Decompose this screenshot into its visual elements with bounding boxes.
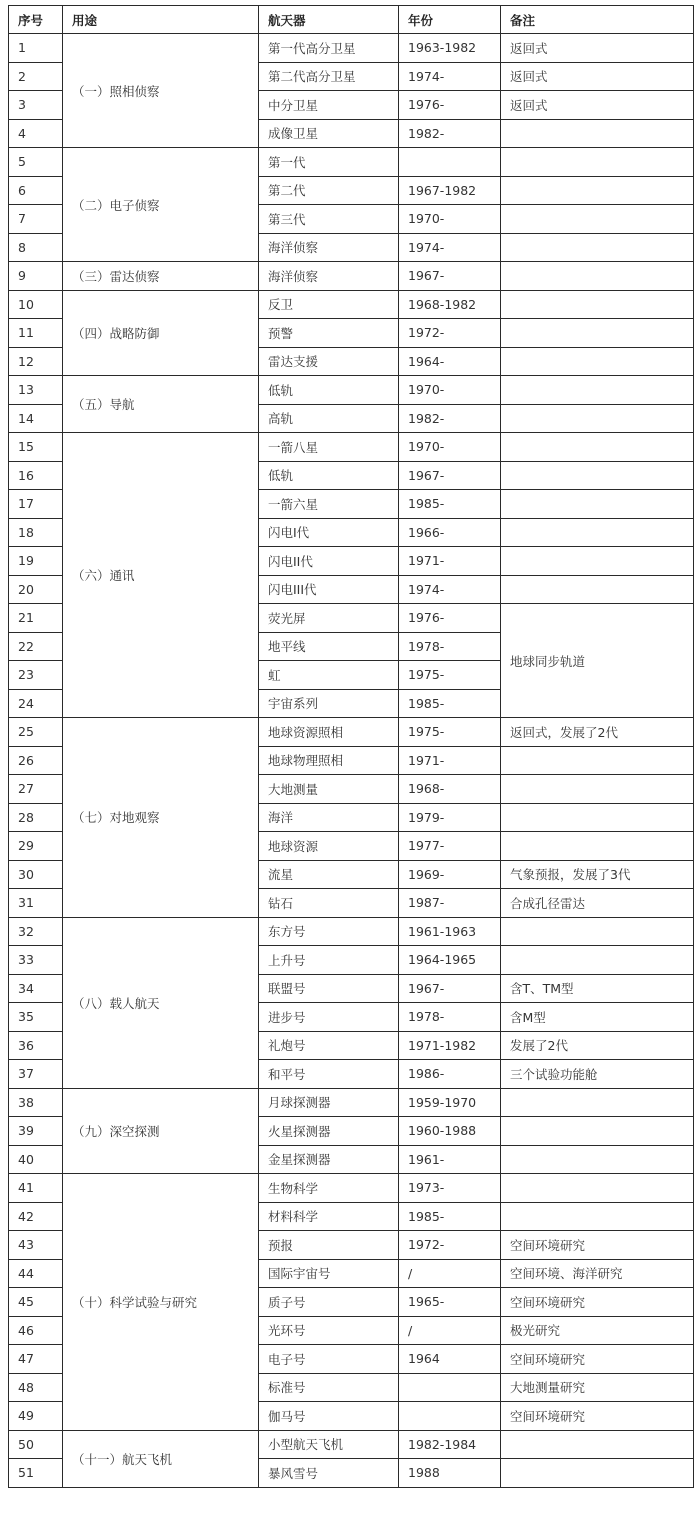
craft-cell: 流星 <box>259 860 399 889</box>
note-cell <box>501 1459 694 1488</box>
year-cell: 1982- <box>399 119 501 148</box>
purpose-cell: （十一）航天飞机 <box>63 1430 259 1487</box>
row-number: 28 <box>9 803 63 832</box>
note-cell <box>501 803 694 832</box>
year-cell: 1971- <box>399 547 501 576</box>
craft-cell: 生物科学 <box>259 1174 399 1203</box>
year-cell: 1972- <box>399 319 501 348</box>
craft-cell: 预报 <box>259 1231 399 1260</box>
year-cell: 1971-1982 <box>399 1031 501 1060</box>
year-cell: / <box>399 1316 501 1345</box>
year-cell: 1985- <box>399 1202 501 1231</box>
table-row <box>9 917 694 946</box>
note-cell: 空间环境研究 <box>501 1345 694 1374</box>
craft-cell: 闪电III代 <box>259 575 399 604</box>
year-cell: 1973- <box>399 1174 501 1203</box>
craft-cell: 第一代 <box>259 148 399 177</box>
row-number: 36 <box>9 1031 63 1060</box>
row-number: 18 <box>9 518 63 547</box>
year-cell: 1977- <box>399 832 501 861</box>
row-number: 30 <box>9 860 63 889</box>
note-cell <box>501 746 694 775</box>
year-cell: 1987- <box>399 889 501 918</box>
year-cell <box>399 148 501 177</box>
craft-cell: 礼炮号 <box>259 1031 399 1060</box>
row-number: 37 <box>9 1060 63 1089</box>
row-number: 34 <box>9 974 63 1003</box>
note-cell <box>501 176 694 205</box>
note-cell: 空间环境、海洋研究 <box>501 1259 694 1288</box>
year-cell: 1978- <box>399 632 501 661</box>
note-cell <box>501 1145 694 1174</box>
row-number: 45 <box>9 1288 63 1317</box>
table-row <box>9 376 694 405</box>
craft-cell: 一箭六星 <box>259 490 399 519</box>
note-cell: 含M型 <box>501 1003 694 1032</box>
note-cell: 返回式 <box>501 62 694 91</box>
craft-cell: 第二代 <box>259 176 399 205</box>
craft-cell: 海洋侦察 <box>259 233 399 262</box>
craft-cell: 小型航天飞机 <box>259 1430 399 1459</box>
craft-cell: 和平号 <box>259 1060 399 1089</box>
note-cell <box>501 262 694 291</box>
year-cell: 1975- <box>399 718 501 747</box>
note-cell <box>501 148 694 177</box>
note-cell <box>501 946 694 975</box>
craft-cell: 地平线 <box>259 632 399 661</box>
year-cell: 1979- <box>399 803 501 832</box>
year-cell: 1961-1963 <box>399 917 501 946</box>
craft-cell: 火星探测器 <box>259 1117 399 1146</box>
note-cell <box>501 490 694 519</box>
row-number: 38 <box>9 1088 63 1117</box>
year-cell: 1967- <box>399 262 501 291</box>
year-cell: 1970- <box>399 433 501 462</box>
craft-cell: 中分卫星 <box>259 91 399 120</box>
year-cell: 1969- <box>399 860 501 889</box>
note-cell <box>501 376 694 405</box>
table-row <box>9 34 694 63</box>
row-number: 17 <box>9 490 63 519</box>
header-note: 备注 <box>501 6 694 34</box>
row-number: 31 <box>9 889 63 918</box>
row-number: 39 <box>9 1117 63 1146</box>
note-cell <box>501 575 694 604</box>
note-cell: 含T、TM型 <box>501 974 694 1003</box>
row-number: 2 <box>9 62 63 91</box>
note-cell <box>501 119 694 148</box>
table-row <box>9 148 694 177</box>
note-cell <box>501 832 694 861</box>
note-cell: 返回式 <box>501 91 694 120</box>
header-row <box>9 6 694 34</box>
craft-cell: 荧光屏 <box>259 604 399 633</box>
purpose-cell: （三）雷达侦察 <box>63 262 259 291</box>
row-number: 29 <box>9 832 63 861</box>
purpose-cell: （九）深空探测 <box>63 1088 259 1174</box>
craft-cell: 虹 <box>259 661 399 690</box>
craft-cell: 金星探测器 <box>259 1145 399 1174</box>
note-cell <box>501 518 694 547</box>
note-cell <box>501 1174 694 1203</box>
craft-cell: 国际宇宙号 <box>259 1259 399 1288</box>
note-cell <box>501 205 694 234</box>
row-number: 32 <box>9 917 63 946</box>
note-cell <box>501 775 694 804</box>
year-cell: 1967- <box>399 974 501 1003</box>
craft-cell: 月球探测器 <box>259 1088 399 1117</box>
header-year: 年份 <box>399 6 501 34</box>
craft-cell: 进步号 <box>259 1003 399 1032</box>
year-cell: 1965- <box>399 1288 501 1317</box>
note-cell <box>501 461 694 490</box>
note-cell <box>501 290 694 319</box>
row-number: 14 <box>9 404 63 433</box>
craft-cell: 电子号 <box>259 1345 399 1374</box>
year-cell: 1963-1982 <box>399 34 501 63</box>
year-cell: 1986- <box>399 1060 501 1089</box>
year-cell: 1970- <box>399 376 501 405</box>
year-cell <box>399 1373 501 1402</box>
year-cell: 1985- <box>399 490 501 519</box>
row-number: 7 <box>9 205 63 234</box>
row-number: 11 <box>9 319 63 348</box>
year-cell: 1964 <box>399 1345 501 1374</box>
year-cell: 1967- <box>399 461 501 490</box>
table-row <box>9 1174 694 1203</box>
year-cell: 1975- <box>399 661 501 690</box>
row-number: 22 <box>9 632 63 661</box>
note-cell: 返回式，发展了2代 <box>501 718 694 747</box>
row-number: 23 <box>9 661 63 690</box>
table-row <box>9 290 694 319</box>
craft-cell: 海洋侦察 <box>259 262 399 291</box>
year-cell: 1967-1982 <box>399 176 501 205</box>
row-number: 51 <box>9 1459 63 1488</box>
year-cell: 1964-1965 <box>399 946 501 975</box>
row-number: 9 <box>9 262 63 291</box>
year-cell: 1976- <box>399 91 501 120</box>
craft-cell: 雷达支援 <box>259 347 399 376</box>
purpose-cell: （六）通讯 <box>63 433 259 718</box>
table-row <box>9 1088 694 1117</box>
row-number: 43 <box>9 1231 63 1260</box>
craft-cell: 第三代 <box>259 205 399 234</box>
row-number: 6 <box>9 176 63 205</box>
row-number: 35 <box>9 1003 63 1032</box>
craft-cell: 低轨 <box>259 461 399 490</box>
year-cell: 1966- <box>399 518 501 547</box>
note-cell: 极光研究 <box>501 1316 694 1345</box>
year-cell: 1978- <box>399 1003 501 1032</box>
note-cell <box>501 1202 694 1231</box>
row-number: 25 <box>9 718 63 747</box>
spacecraft-table <box>8 5 694 1488</box>
row-number: 26 <box>9 746 63 775</box>
note-cell <box>501 404 694 433</box>
note-cell: 气象预报，发展了3代 <box>501 860 694 889</box>
craft-cell: 钻石 <box>259 889 399 918</box>
craft-cell: 一箭八星 <box>259 433 399 462</box>
year-cell: 1971- <box>399 746 501 775</box>
year-cell: 1970- <box>399 205 501 234</box>
craft-cell: 预警 <box>259 319 399 348</box>
year-cell: 1988 <box>399 1459 501 1488</box>
row-number: 3 <box>9 91 63 120</box>
year-cell: 1976- <box>399 604 501 633</box>
craft-cell: 高轨 <box>259 404 399 433</box>
year-cell: 1974- <box>399 62 501 91</box>
table-body <box>9 34 694 1488</box>
craft-cell: 地球资源照相 <box>259 718 399 747</box>
craft-cell: 低轨 <box>259 376 399 405</box>
row-number: 13 <box>9 376 63 405</box>
purpose-cell: （五）导航 <box>63 376 259 433</box>
purpose-cell: （四）战略防御 <box>63 290 259 376</box>
year-cell: 1985- <box>399 689 501 718</box>
row-number: 5 <box>9 148 63 177</box>
craft-cell: 上升号 <box>259 946 399 975</box>
note-cell <box>501 547 694 576</box>
row-number: 33 <box>9 946 63 975</box>
craft-cell: 宇宙系列 <box>259 689 399 718</box>
row-number: 16 <box>9 461 63 490</box>
craft-cell: 闪电I代 <box>259 518 399 547</box>
table-row <box>9 718 694 747</box>
craft-cell: 闪电II代 <box>259 547 399 576</box>
year-cell: 1960-1988 <box>399 1117 501 1146</box>
year-cell: 1982-1984 <box>399 1430 501 1459</box>
year-cell: 1959-1970 <box>399 1088 501 1117</box>
year-cell: 1964- <box>399 347 501 376</box>
purpose-cell: （十）科学试验与研究 <box>63 1174 259 1431</box>
note-cell: 地球同步轨道 <box>501 604 694 718</box>
purpose-cell: （七）对地观察 <box>63 718 259 918</box>
row-number: 47 <box>9 1345 63 1374</box>
row-number: 10 <box>9 290 63 319</box>
row-number: 44 <box>9 1259 63 1288</box>
craft-cell: 第二代高分卫星 <box>259 62 399 91</box>
row-number: 42 <box>9 1202 63 1231</box>
craft-cell: 成像卫星 <box>259 119 399 148</box>
note-cell <box>501 233 694 262</box>
row-number: 40 <box>9 1145 63 1174</box>
note-cell <box>501 433 694 462</box>
header-purpose: 用途 <box>63 6 259 34</box>
year-cell: 1968-1982 <box>399 290 501 319</box>
row-number: 8 <box>9 233 63 262</box>
note-cell: 空间环境研究 <box>501 1402 694 1431</box>
year-cell: 1968- <box>399 775 501 804</box>
purpose-cell: （二）电子侦察 <box>63 148 259 262</box>
note-cell <box>501 1430 694 1459</box>
note-cell: 合成孔径雷达 <box>501 889 694 918</box>
table-row <box>9 262 694 291</box>
note-cell: 空间环境研究 <box>501 1288 694 1317</box>
craft-cell: 伽马号 <box>259 1402 399 1431</box>
note-cell: 大地测量研究 <box>501 1373 694 1402</box>
craft-cell: 反卫 <box>259 290 399 319</box>
row-number: 46 <box>9 1316 63 1345</box>
purpose-cell: （八）载人航天 <box>63 917 259 1088</box>
note-cell: 空间环境研究 <box>501 1231 694 1260</box>
craft-cell: 光环号 <box>259 1316 399 1345</box>
craft-cell: 质子号 <box>259 1288 399 1317</box>
year-cell: 1974- <box>399 575 501 604</box>
year-cell: 1982- <box>399 404 501 433</box>
row-number: 24 <box>9 689 63 718</box>
craft-cell: 联盟号 <box>259 974 399 1003</box>
header-no: 序号 <box>9 6 63 34</box>
row-number: 21 <box>9 604 63 633</box>
note-cell <box>501 1088 694 1117</box>
table-row <box>9 1430 694 1459</box>
note-cell: 返回式 <box>501 34 694 63</box>
row-number: 12 <box>9 347 63 376</box>
craft-cell: 地球物理照相 <box>259 746 399 775</box>
year-cell: 1972- <box>399 1231 501 1260</box>
note-cell <box>501 1117 694 1146</box>
year-cell <box>399 1402 501 1431</box>
note-cell <box>501 917 694 946</box>
purpose-cell: （一）照相侦察 <box>63 34 259 148</box>
craft-cell: 海洋 <box>259 803 399 832</box>
year-cell: / <box>399 1259 501 1288</box>
year-cell: 1961- <box>399 1145 501 1174</box>
craft-cell: 暴风雪号 <box>259 1459 399 1488</box>
year-cell: 1974- <box>399 233 501 262</box>
header-craft: 航天器 <box>259 6 399 34</box>
table-row <box>9 433 694 462</box>
craft-cell: 第一代高分卫星 <box>259 34 399 63</box>
row-number: 50 <box>9 1430 63 1459</box>
craft-cell: 标准号 <box>259 1373 399 1402</box>
craft-cell: 材料科学 <box>259 1202 399 1231</box>
row-number: 20 <box>9 575 63 604</box>
note-cell: 发展了2代 <box>501 1031 694 1060</box>
row-number: 48 <box>9 1373 63 1402</box>
row-number: 19 <box>9 547 63 576</box>
row-number: 49 <box>9 1402 63 1431</box>
craft-cell: 东方号 <box>259 917 399 946</box>
row-number: 27 <box>9 775 63 804</box>
row-number: 1 <box>9 34 63 63</box>
craft-cell: 大地测量 <box>259 775 399 804</box>
note-cell <box>501 347 694 376</box>
row-number: 41 <box>9 1174 63 1203</box>
craft-cell: 地球资源 <box>259 832 399 861</box>
row-number: 4 <box>9 119 63 148</box>
row-number: 15 <box>9 433 63 462</box>
note-cell: 三个试验功能舱 <box>501 1060 694 1089</box>
note-cell <box>501 319 694 348</box>
